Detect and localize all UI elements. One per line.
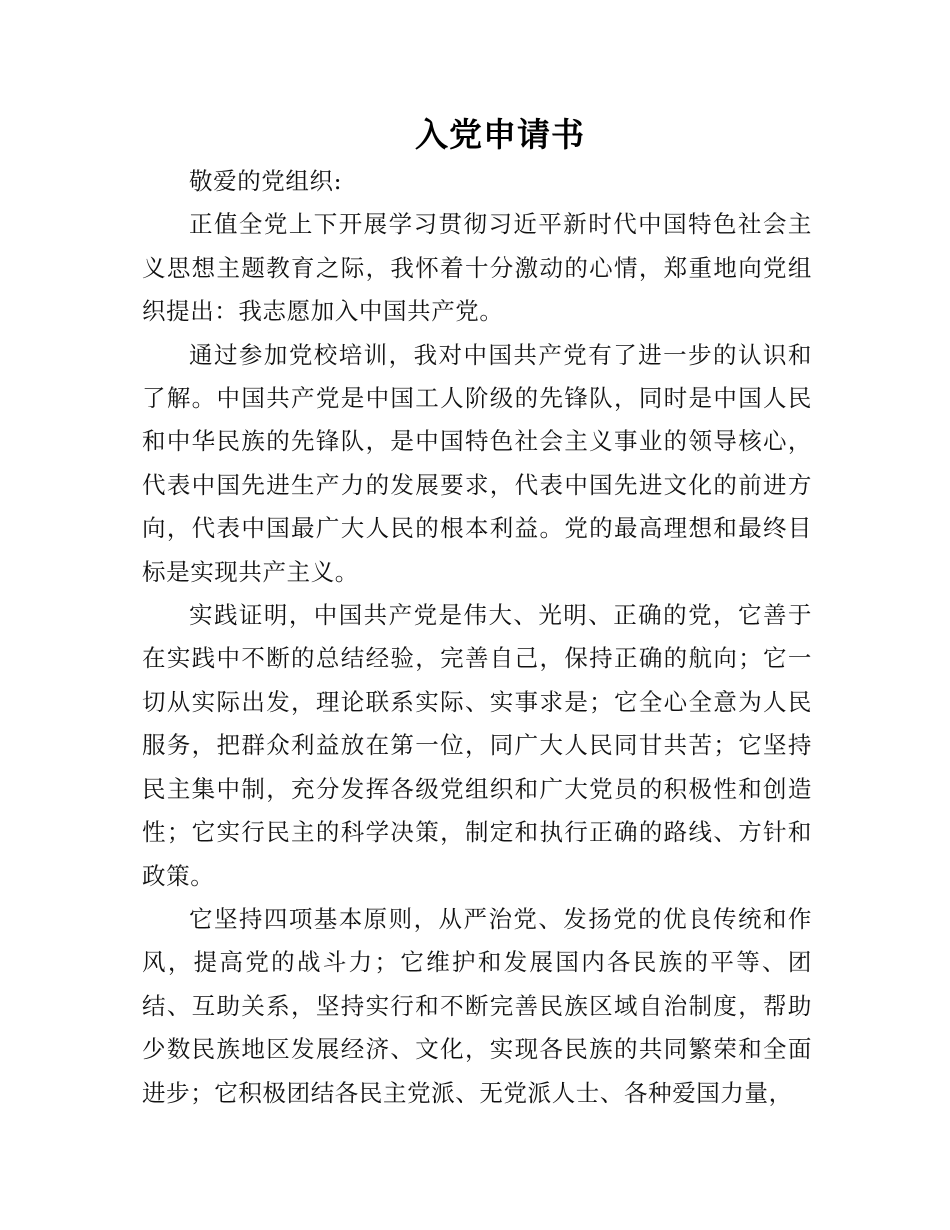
paragraph: 通过参加党校培训，我对中国共产党有了进一步的认识和了解。中国共产党是中国工人阶级的先锋队，同时是中国人民和中华民族的先锋队，是中国特色社会主义事业的领导核心，代表中国先进生产力的发展要求，代表中国先进文化的前进方向，代表中国最广大人民的根本利益。党的最高理想和最终目标是实现共产主义。 [142,340,812,586]
paragraph: 它坚持四项基本原则，从严治党、发扬党的优良传统和作风，提高党的战斗力；它维护和发展国内各民族的平等、团结、互助关系，坚持实行和不断完善民族区域自治制度，帮助少数民族地区发展经济、文化，实现各民族的共同繁荣和全面进步；它积极团结各民主党派、无党派人士、各种爱国力量， [142,904,812,1107]
document-title: 入党申请书 [415,115,585,154]
salutation: 敬爱的党组织: [189,167,343,195]
paragraph: 实践证明，中国共产党是伟大、光明、正确的党，它善于在实践中不断的总结经验，完善自己，保持正确的航向；它一切从实际出发，理论联系实际、实事求是；它全心全意为人民服务，把群众利益放在第一位，同广大人民同甘共苦；它坚持民主集中制，充分发挥各级党组织和广大党员的积极性和创造性；它实行民主的科学决策，制定和执行正确的路线、方针和政策。 [142,601,812,890]
paragraph: 正值全党上下开展学习贯彻习近平新时代中国特色社会主义思想主题教育之际，我怀着十分激动的心情，郑重地向党组织提出：我志愿加入中国共产党。 [142,210,812,326]
document-body [142,160,812,1115]
